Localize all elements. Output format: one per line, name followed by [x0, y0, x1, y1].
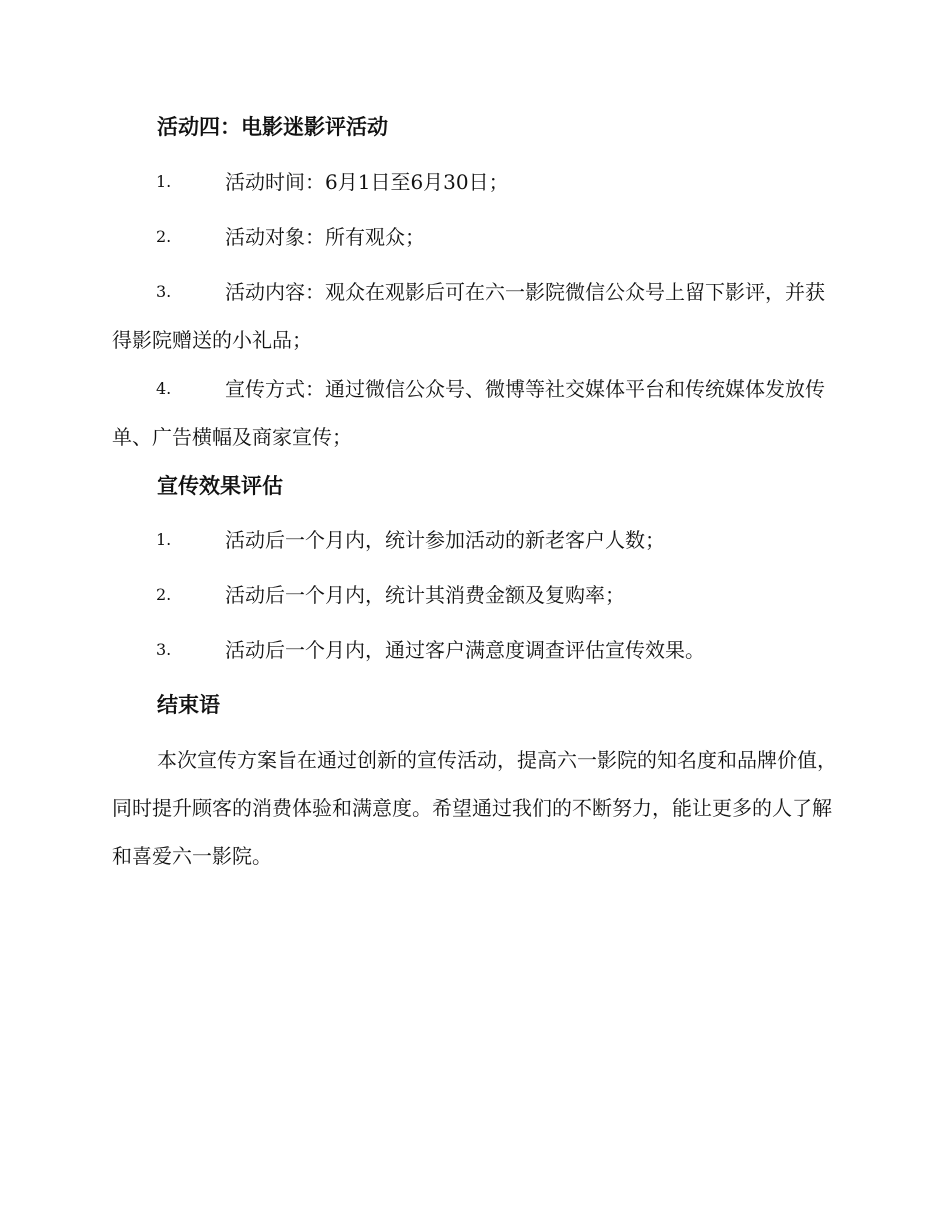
section-heading-evaluation: 宣传效果评估	[157, 473, 283, 498]
list-item	[112, 516, 837, 564]
list-item	[112, 365, 837, 461]
list-item-number: 1.	[156, 530, 172, 549]
section-heading-activity-four: 活动四：电影迷影评活动	[157, 114, 388, 139]
list-item-text: 活动时间：6月1日至6月30日；	[225, 170, 509, 194]
list-item-number: 3.	[156, 640, 172, 659]
list-item-text: 活动后一个月内，通过客户满意度调查评估宣传效果。	[225, 638, 705, 662]
list-item	[112, 268, 837, 364]
list-item-text: 活动后一个月内，统计参加活动的新老客户人数；	[225, 528, 665, 552]
conclusion-paragraph: 本次宣传方案旨在通过创新的宣传活动，提高六一影院的知名度和品牌价值，同时提升顾客的消费体验和满意度。希望通过我们的不断努力，能让更多的人了解和喜爱六一影院。	[112, 748, 837, 868]
list-item-number: 2.	[156, 227, 172, 246]
list-item-text: 活动后一个月内，统计其消费金额及复购率；	[225, 583, 625, 607]
list-item-text: 活动对象：所有观众；	[225, 225, 425, 249]
list-item	[112, 158, 837, 206]
list-item-number: 3.	[156, 282, 172, 301]
list-item-text: 活动内容：观众在观影后可在六一影院微信公众号上留下影评，并获得影院赠送的小礼品；	[112, 280, 825, 352]
list-item	[112, 213, 837, 261]
list-item	[112, 571, 837, 619]
list-item	[112, 626, 837, 674]
list-item-number: 2.	[156, 585, 172, 604]
section-heading-conclusion: 结束语	[157, 692, 220, 717]
list-item-text: 宣传方式：通过微信公众号、微博等社交媒体平台和传统媒体发放传单、广告横幅及商家宣传；	[112, 377, 825, 449]
list-item-number: 1.	[156, 172, 172, 191]
list-item-number: 4.	[156, 379, 172, 398]
